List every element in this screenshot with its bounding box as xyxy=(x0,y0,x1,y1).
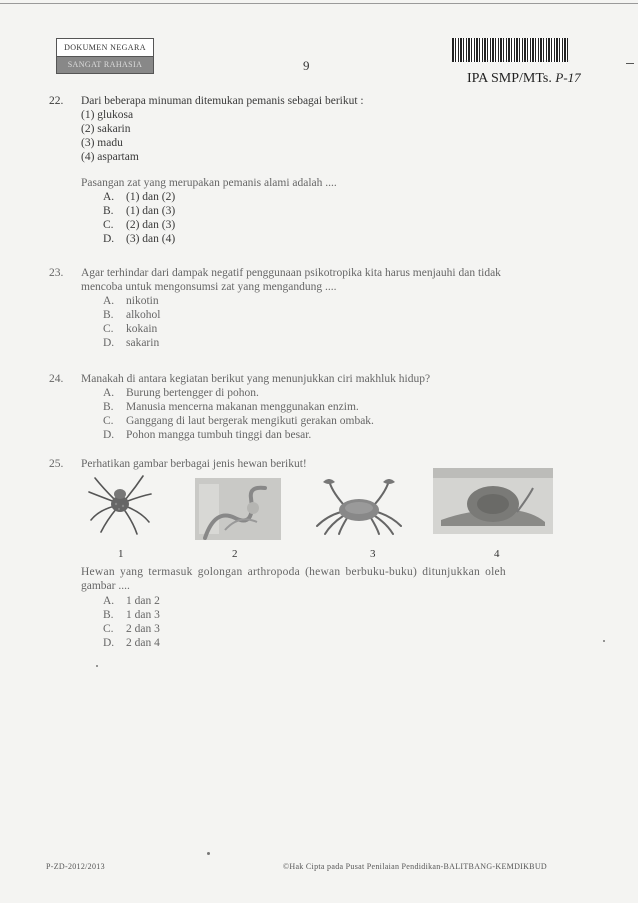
footer-code: P-ZD-2012/2013 xyxy=(46,862,105,871)
answer-options xyxy=(103,190,589,246)
option-text: Pohon mangga tumbuh tinggi dan besar. xyxy=(126,429,312,441)
picture-label-4: 4 xyxy=(494,548,500,560)
option-text: 2 dan 4 xyxy=(126,637,160,649)
option-text: sakarin xyxy=(126,337,160,349)
answer-option-a[interactable] xyxy=(103,190,589,204)
classification-stamp xyxy=(56,38,154,74)
edge-mark xyxy=(626,63,634,64)
option-letter: A. xyxy=(103,387,115,399)
option-text: Ganggang di laut bergerak mengikuti gerakan ombak. xyxy=(126,415,374,427)
answer-option-c[interactable] xyxy=(103,322,589,336)
option-letter: B. xyxy=(103,205,114,217)
question-22 xyxy=(49,94,589,246)
answer-options xyxy=(103,294,589,350)
option-letter: D. xyxy=(103,337,115,349)
option-letter: C. xyxy=(103,415,114,427)
option-text: nikotin xyxy=(126,295,159,307)
option-letter: D. xyxy=(103,429,115,441)
top-border-line xyxy=(0,3,638,4)
subject-title: IPA SMP/MTs. xyxy=(467,71,552,86)
scan-speck xyxy=(96,665,98,667)
list-item: (2) sakarin xyxy=(81,123,131,135)
subject-header xyxy=(467,70,581,87)
option-text: (2) dan (3) xyxy=(126,219,176,231)
question-number: 23. xyxy=(49,267,64,279)
option-text: (3) dan (4) xyxy=(126,233,176,245)
question-25-lead xyxy=(49,565,589,650)
answer-option-a[interactable] xyxy=(103,294,589,308)
option-letter: A. xyxy=(103,191,115,203)
answer-option-d[interactable] xyxy=(103,428,589,442)
barcode-icon xyxy=(452,38,568,62)
option-text: 1 dan 3 xyxy=(126,609,160,621)
spider-icon xyxy=(85,470,155,538)
option-text: 2 dan 3 xyxy=(126,623,160,635)
picture-label-3: 3 xyxy=(370,548,376,560)
list-item: (4) aspartam xyxy=(81,151,139,163)
option-text: 1 dan 2 xyxy=(126,595,160,607)
answer-options xyxy=(103,386,589,442)
option-letter: D. xyxy=(103,233,115,245)
option-text: (1) dan (3) xyxy=(126,205,176,217)
option-letter: C. xyxy=(103,623,114,635)
stamp-top-text: DOKUMEN NEGARA xyxy=(57,39,153,57)
scan-speck xyxy=(603,640,605,642)
stamp-bottom-text: SANGAT RAHASIA xyxy=(57,57,153,73)
question-number: 25. xyxy=(49,458,64,470)
answer-option-c[interactable] xyxy=(103,218,589,232)
answer-option-d[interactable] xyxy=(103,232,589,246)
question-lead-line-1: Hewan yang termasuk golongan arthropoda (hewan berbuku-buku) ditunjukkan oleh xyxy=(81,566,506,578)
answer-option-b[interactable] xyxy=(103,204,589,218)
answer-option-d[interactable] xyxy=(103,636,589,650)
question-stem-line-2: mencoba untuk mengonsumsi zat yang mengandung .... xyxy=(81,281,337,293)
answer-option-a[interactable] xyxy=(103,594,589,608)
question-24 xyxy=(49,372,589,442)
scan-speck xyxy=(207,852,210,855)
answer-option-c[interactable] xyxy=(103,622,589,636)
question-stem: Perhatikan gambar berbagai jenis hewan berikut! xyxy=(81,458,307,470)
list-item: (3) madu xyxy=(81,137,123,149)
option-letter: A. xyxy=(103,295,115,307)
footer-copyright: ©Hak Cipta pada Pusat Penilaian Pendidikan-BALITBANG-KEMDIKBUD xyxy=(283,862,547,871)
picture-label-1: 1 xyxy=(118,548,124,560)
answer-options xyxy=(103,594,589,650)
answer-option-b[interactable] xyxy=(103,308,589,322)
question-lead-line-2: gambar .... xyxy=(81,580,130,592)
answer-option-d[interactable] xyxy=(103,336,589,350)
animal-pictures xyxy=(85,470,575,540)
crab-icon xyxy=(313,476,405,536)
option-letter: B. xyxy=(103,609,114,621)
question-stem: Manakah di antara kegiatan berikut yang menunjukkan ciri makhluk hidup? xyxy=(81,373,431,385)
question-lead: Pasangan zat yang merupakan pemanis alami adalah .... xyxy=(81,177,337,189)
item-list xyxy=(81,108,589,164)
answer-option-c[interactable] xyxy=(103,414,589,428)
snail-photo-icon xyxy=(433,468,553,534)
list-item: (1) glukosa xyxy=(81,109,134,121)
page-number: 9 xyxy=(303,58,310,73)
picture-label-2: 2 xyxy=(232,548,238,560)
question-stem-line-1: Agar terhindar dari dampak negatif penggunaan psikotropika kita harus menjauhi dan tidak xyxy=(81,267,501,279)
option-letter: B. xyxy=(103,401,114,413)
option-letter: C. xyxy=(103,323,114,335)
option-letter: C. xyxy=(103,219,114,231)
option-text: kokain xyxy=(126,323,158,335)
option-text: (1) dan (2) xyxy=(126,191,176,203)
answer-option-b[interactable] xyxy=(103,400,589,414)
option-text: Manusia mencerna makanan menggunakan enzim. xyxy=(126,401,359,413)
question-stem: Dari beberapa minuman ditemukan pemanis sebagai berikut : xyxy=(81,95,364,107)
question-23 xyxy=(49,266,589,350)
option-letter: B. xyxy=(103,309,114,321)
option-letter: A. xyxy=(103,595,115,607)
answer-option-b[interactable] xyxy=(103,608,589,622)
option-text: Burung bertengger di pohon. xyxy=(126,387,259,399)
answer-option-a[interactable] xyxy=(103,386,589,400)
subject-code: P-17 xyxy=(555,70,581,85)
option-letter: D. xyxy=(103,637,115,649)
earthworm-photo-icon xyxy=(195,478,281,540)
option-text: alkohol xyxy=(126,309,161,321)
question-number: 22. xyxy=(49,95,64,107)
question-number: 24. xyxy=(49,373,64,385)
